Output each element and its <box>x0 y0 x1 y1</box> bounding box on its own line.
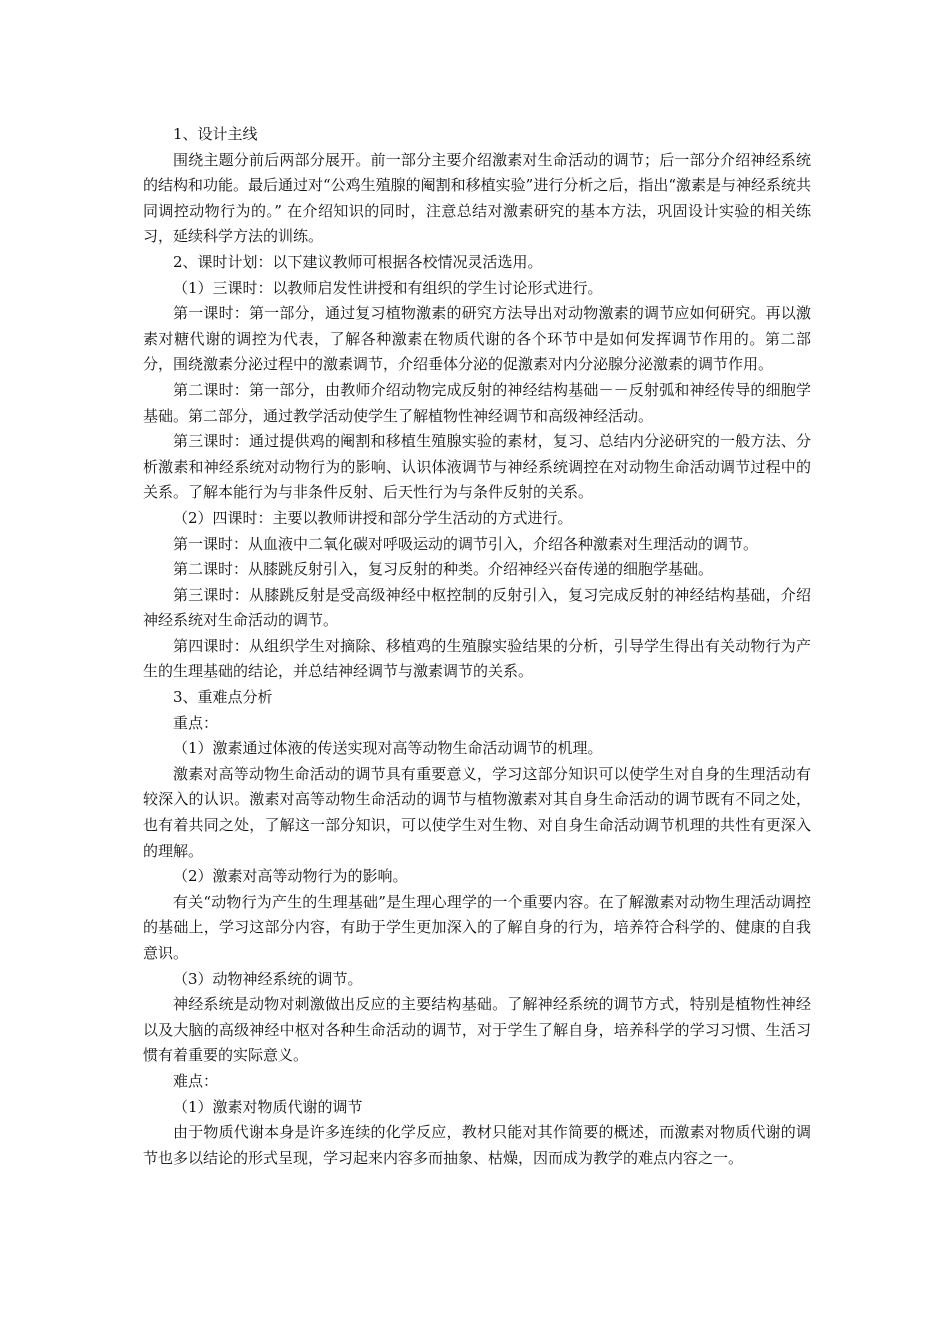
paragraph-four-lesson-2: 第二课时：从膝跳反射引入，复习反射的种类。介绍神经兴奋传递的细胞学基础。 <box>173 560 714 579</box>
key-point-2-body: 有关“动物行为产生的生理基础”是生理心理学的一个重要内容。在了解激素对动物生理活动调控的基础上，学习这部分内容，有助于学生更加深入的了解自身的行为，培养符合科学的、健康的自我意识。 <box>143 892 811 962</box>
label-key-points: 重点： <box>173 713 219 732</box>
paragraph-four-lesson-3: 第三课时：从膝跳反射是受高级神经中枢控制的反射引入，复习完成反射的神经结构基础，介绍神经系统对生命活动的调节。 <box>143 585 811 630</box>
paragraph-four-lesson-1: 第一课时：从血液中二氧化碳对呼吸运动的调节引入，介绍各种激素对生理活动的调节。 <box>173 534 759 553</box>
difficult-point-1-body: 由于物质代谢本身是许多连续的化学反应，教材只能对其作简要的概述，而激素对物质代谢的调节也多以结论的形式呈现，学习起来内容多而抽象、枯燥，因而成为教学的难点内容之一。 <box>143 1123 811 1167</box>
label-difficult-points: 难点： <box>173 1071 219 1090</box>
difficult-point-1-heading: （1）激素对物质代谢的调节 <box>173 1097 363 1116</box>
key-point-2-heading: （2）激素对高等动物行为的影响。 <box>173 867 408 886</box>
section-heading-design: 1、设计主线 <box>173 125 258 143</box>
paragraph-lesson-3: 第三课时：通过提供鸡的阉割和移植生殖腺实验的素材，复习、总结内分泌研究的一般方法、分析激素和神经系统对动物行为的影响、认识体液调节与神经系统调控在对动物生命活动调节过程中的关系。了解本能行为与非条件反射、后天性行为与条件反射的关系。 <box>143 432 811 502</box>
section-heading-key-points: 3、重难点分析 <box>173 688 273 707</box>
paragraph-design-main: 围绕主题分前后两部分展开。前一部分主要介绍激素对生命活动的调节；后一部分介绍神经系统的结构和功能。最后通过对“公鸡生殖腺的阉割和移植实验”进行分析之后，指出“激素是与神经系统共同调控动物行为的。” 在介绍知识的同时，注意总结对激素研究的基本方法，巩固设计实验的相关练习，延续科学方法的训练。 <box>143 150 812 246</box>
paragraph-lesson-2: 第二课时：第一部分，由教师介绍动物完成反射的神经结构基础－－反射弧和神经传导的细胞学基础。第二部分，通过教学活动使学生了解植物性神经调节和高级神经活动。 <box>143 380 811 425</box>
key-point-1-heading: （1）激素通过体液的传送实现对高等动物生命活动调节的机理。 <box>173 739 603 758</box>
document-body <box>143 122 811 1171</box>
subheading-four-lessons: （2）四课时：主要以教师讲授和部分学生活动的方式进行。 <box>173 508 573 527</box>
paragraph-four-lesson-4: 第四课时：从组织学生对摘除、移植鸡的生殖腺实验结果的分析，引导学生得出有关动物行为产生的生理基础的结论，并总结神经调节与激素调节的关系。 <box>143 636 811 681</box>
subheading-three-lessons: （1）三课时：以教师启发性讲授和有组织的学生讨论形式进行。 <box>173 278 603 297</box>
paragraph-lesson-1: 第一课时：第一部分，通过复习植物激素的研究方法导出对动物激素的调节应如何研究。再以激素对糖代谢的调控为代表，了解各种激素在物质代谢的各个环节中是如何发挥调节作用的。第二部分，围绕激素分泌过程中的激素调节，介绍垂体分泌的促激素对内分泌腺分泌激素的调节作用。 <box>143 304 811 374</box>
section-heading-schedule: 2、课时计划：以下建议教师可根据各校情况灵活选用。 <box>173 252 543 271</box>
key-point-3-body: 神经系统是动物对刺激做出反应的主要结构基础。了解神经系统的调节方式，特别是植物性神经以及大脑的高级神经中枢对各种生命活动的调节，对于学生了解自身，培养科学的学习习惯、生活习惯有着重要的实际意义。 <box>143 995 811 1065</box>
key-point-1-body: 激素对高等动物生命活动的调节具有重要意义，学习这部分知识可以使学生对自身的生理活动有较深入的认识。激素对高等动物生命活动的调节与植物激素对其自身生命活动的调节既有不同之处，也有着共同之处，了解这一部分知识，可以使学生对生物、对自身生命活动调节机理的共性有更深入的理解。 <box>143 764 811 860</box>
key-point-3-heading: （3）动物神经系统的调节。 <box>173 969 363 988</box>
